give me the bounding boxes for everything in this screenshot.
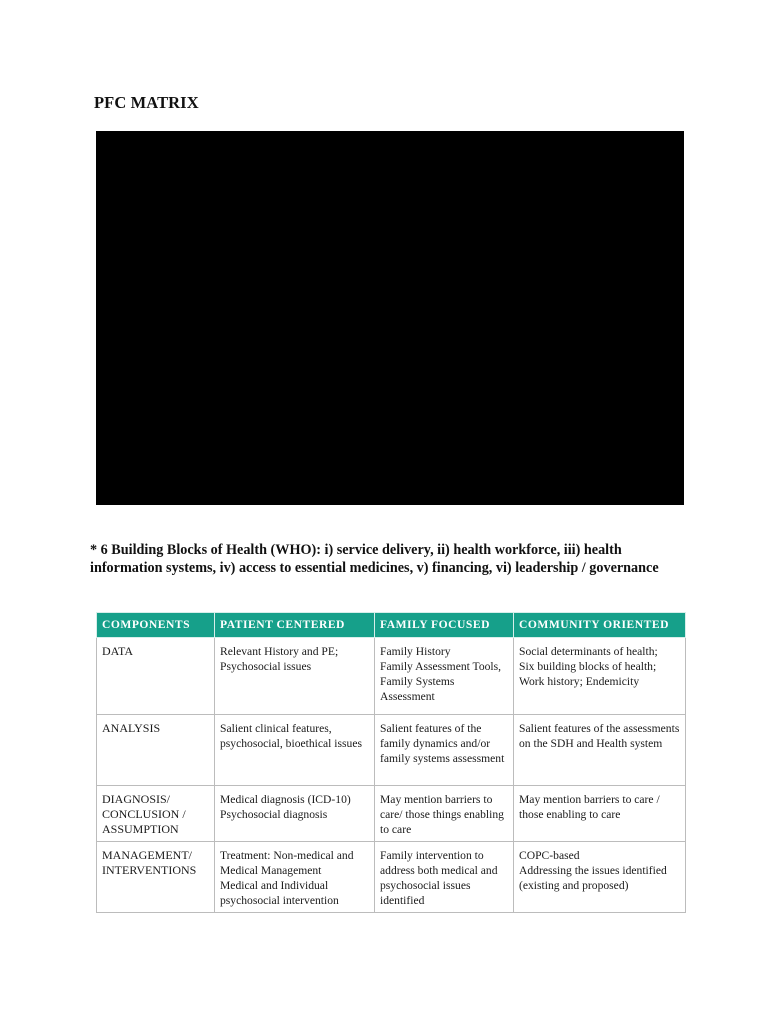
row-data-patient: Relevant History and PE; Psychosocial issues [215, 638, 375, 715]
row-management-patient: Treatment: Non-medical and Medical Management Medical and Individual psychosocial intervention [215, 842, 375, 913]
row-diagnosis-community: May mention barriers to care / those enabling to care [514, 786, 686, 842]
row-data-component: DATA [97, 638, 215, 715]
row-analysis-family: Salient features of the family dynamics and/or family systems assessment [375, 715, 514, 786]
row-diagnosis-component: DIAGNOSIS/ CONCLUSION / ASSUMPTION [97, 786, 215, 842]
table-header-row [97, 613, 686, 638]
row-data-community: Social determinants of health; Six building blocks of health; Work history; Endemicity [514, 638, 686, 715]
header-community-oriented: COMMUNITY ORIENTED [514, 613, 686, 638]
header-patient-centered: PATIENT CENTERED [215, 613, 375, 638]
pfc-matrix-table [96, 612, 686, 913]
row-analysis-component: ANALYSIS [97, 715, 215, 786]
row-management-component: MANAGEMENT/ INTERVENTIONS [97, 842, 215, 913]
redacted-image-block [96, 131, 684, 505]
row-diagnosis-patient: Medical diagnosis (ICD-10) Psychosocial diagnosis [215, 786, 375, 842]
row-data-family: Family History Family Assessment Tools, Family Systems Assessment [375, 638, 514, 715]
page-title: PFC MATRIX [94, 93, 199, 112]
table-row [97, 786, 686, 842]
row-management-family: Family intervention to address both medical and psychosocial issues identified [375, 842, 514, 913]
row-analysis-community: Salient features of the assessments on the SDH and Health system [514, 715, 686, 786]
table-row [97, 638, 686, 715]
header-components: COMPONENTS [97, 613, 215, 638]
table-row [97, 715, 686, 786]
building-blocks-note: * 6 Building Blocks of Health (WHO): i) service delivery, ii) health workforce, iii) health information systems, iv) access to essential medicines, v) financing, vi) leadership / governance [90, 542, 659, 576]
row-diagnosis-family: May mention barriers to care/ those things enabling to care [375, 786, 514, 842]
row-analysis-patient: Salient clinical features, psychosocial, bioethical issues [215, 715, 375, 786]
row-management-community: COPC-based Addressing the issues identified (existing and proposed) [514, 842, 686, 913]
table-row [97, 842, 686, 913]
header-family-focused: FAMILY FOCUSED [375, 613, 514, 638]
